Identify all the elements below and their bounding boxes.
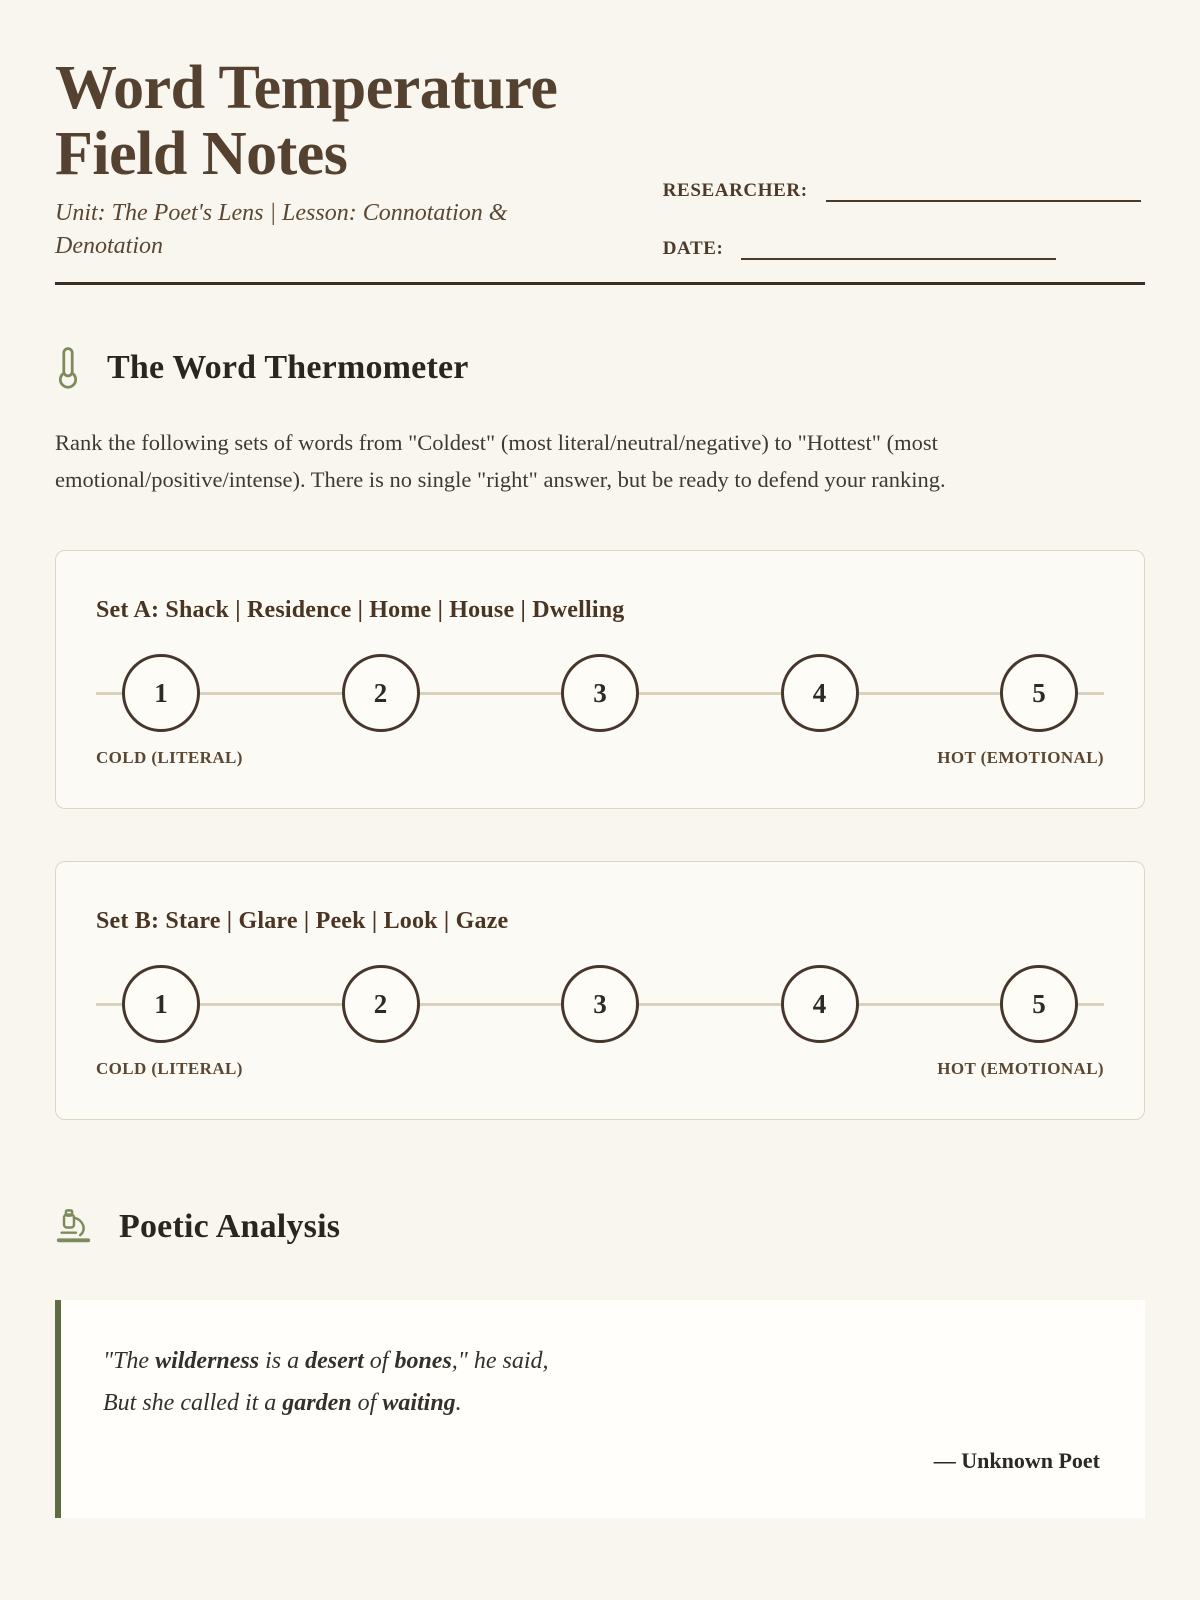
researcher-input-line[interactable] — [826, 178, 1141, 202]
scale-point-b-3[interactable] — [561, 965, 639, 1043]
poem-attribution: — Unknown Poet — [933, 1448, 1100, 1474]
scale-point-a-1[interactable] — [122, 654, 200, 732]
page-subtitle: Unit: The Poet's Lens | Lesson: Connotation & Denotation — [55, 200, 508, 259]
word-set-card-a — [55, 550, 1145, 809]
scale-point-a-3[interactable] — [561, 654, 639, 732]
scale-point-number: 5 — [1032, 677, 1046, 708]
thermometer-heading-text: The Word Thermometer — [107, 349, 469, 387]
scale-point-number: 4 — [812, 988, 827, 1019]
researcher-field-row — [663, 178, 1145, 202]
scale-point-b-5[interactable] — [1000, 965, 1078, 1043]
scale-point-a-2[interactable] — [342, 654, 420, 732]
poem-line-1: "The wilderness is a desert of bones," he said, — [103, 1348, 549, 1375]
rating-scale-b — [96, 965, 1104, 1043]
rating-scale-a — [96, 654, 1104, 732]
analysis-heading-text: Poetic Analysis — [119, 1208, 341, 1246]
set-a-title: Set A: Shack | Residence | Home | House | Dwelling — [96, 597, 625, 624]
poem-line-2: But she called it a garden of waiting. — [103, 1390, 462, 1417]
page-title: Word Temperature Field Notes — [55, 54, 558, 188]
header — [55, 56, 1145, 262]
hot-label: HOT (EMOTIONAL) — [937, 748, 1104, 768]
scale-point-b-4[interactable] — [781, 965, 859, 1043]
analysis-section-heading — [55, 1208, 1145, 1246]
date-field-row — [663, 236, 1145, 260]
scale-point-a-4[interactable] — [781, 654, 859, 732]
word-set-card-b — [55, 861, 1145, 1120]
scale-point-number: 2 — [373, 677, 388, 708]
date-label: DATE: — [662, 238, 724, 260]
poem-quote — [55, 1300, 1145, 1518]
thermometer-icon — [55, 347, 81, 389]
scale-point-b-2[interactable] — [342, 965, 420, 1043]
scale-point-number: 4 — [812, 677, 827, 708]
microscope-icon — [55, 1208, 93, 1246]
thermometer-instructions: Rank the following sets of words from "Coldest" (most literal/neutral/negative) to "Hottest" (most emotional/positive/intense). There is no single "right" answer, but be ready to defend your ranking. — [55, 430, 946, 492]
scale-labels-b — [96, 1059, 1104, 1079]
scale-point-number: 3 — [593, 988, 607, 1019]
scale-point-number: 1 — [154, 988, 168, 1019]
set-b-title: Set B: Stare | Glare | Peek | Look | Gaze — [96, 908, 509, 935]
date-input-line[interactable] — [741, 236, 1056, 260]
cold-label: COLD (LITERAL) — [96, 1059, 243, 1079]
header-title-block — [55, 56, 663, 262]
scale-point-number: 5 — [1032, 988, 1046, 1019]
header-fields — [663, 178, 1145, 262]
hot-label: HOT (EMOTIONAL) — [937, 1059, 1104, 1079]
scale-point-number: 1 — [154, 677, 168, 708]
scale-point-number: 3 — [593, 677, 607, 708]
cold-label: COLD (LITERAL) — [96, 748, 243, 768]
header-divider — [55, 282, 1145, 285]
scale-labels-a — [96, 748, 1104, 768]
scale-point-b-1[interactable] — [122, 965, 200, 1043]
thermometer-section-heading — [55, 347, 1145, 389]
scale-point-a-5[interactable] — [1000, 654, 1078, 732]
researcher-label: RESEARCHER: — [662, 180, 808, 202]
scale-point-number: 2 — [373, 988, 388, 1019]
